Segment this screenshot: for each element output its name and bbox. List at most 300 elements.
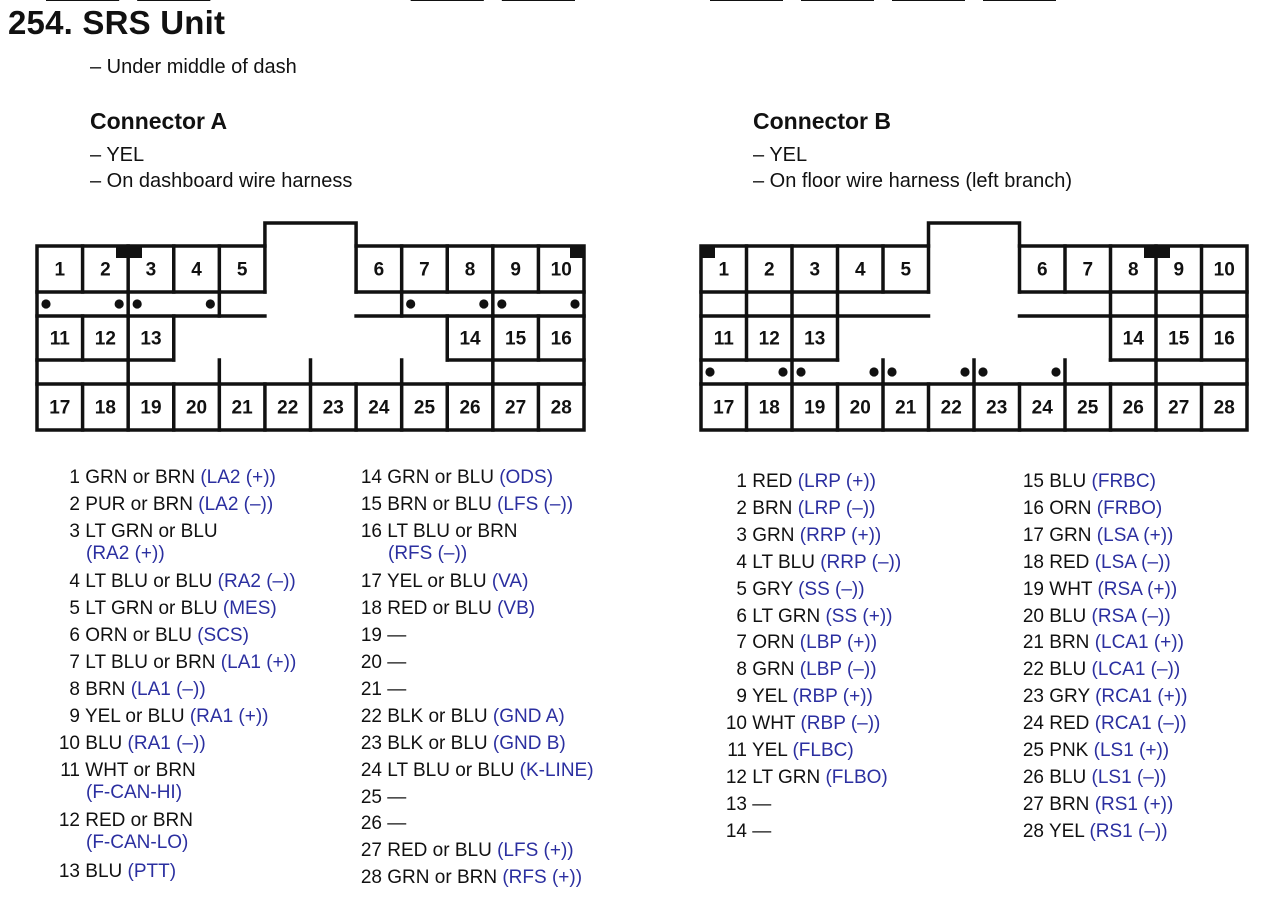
pin-number: 22 bbox=[1022, 659, 1044, 681]
pin-entry-21 bbox=[330, 679, 406, 701]
wire-color: LT BLU or BLU bbox=[387, 759, 515, 781]
connector-a-pin-20-label: 20 bbox=[185, 397, 208, 419]
wire-color: BRN bbox=[1049, 632, 1090, 654]
signal-name: (LRP (–)) bbox=[797, 497, 876, 519]
pin-entry-11 bbox=[705, 740, 854, 762]
signal-name: (RA2 (–)) bbox=[217, 571, 296, 593]
pin-number: 13 bbox=[58, 860, 80, 882]
pin-number: 3 bbox=[736, 524, 747, 546]
signal-name: (ODS) bbox=[499, 467, 554, 488]
pin-number: 28 bbox=[1022, 820, 1044, 842]
pin-number: 4 bbox=[736, 551, 747, 573]
wire-color: BLU bbox=[1049, 766, 1087, 788]
pin-entry-5 bbox=[40, 598, 277, 620]
pin-entry-4 bbox=[40, 571, 296, 593]
connector-a-color: – YEL bbox=[90, 144, 145, 166]
connector-b-pin-22-label: 22 bbox=[940, 397, 962, 419]
pin-entry-1 bbox=[705, 471, 876, 493]
pin-number: 25 bbox=[360, 786, 382, 808]
signal-name: (LA2 (–)) bbox=[198, 493, 274, 515]
connector-a-key-2 bbox=[570, 246, 584, 258]
connector-a-pin-14-label: 14 bbox=[459, 328, 481, 350]
pin-number: 24 bbox=[360, 759, 382, 781]
pin-entry-7 bbox=[705, 632, 877, 654]
pin-entry-27 bbox=[330, 840, 574, 862]
wire-color: LT BLU or BRN bbox=[85, 652, 216, 673]
wire-color: LT BLU bbox=[752, 551, 815, 573]
connector-b-pin-7-label: 7 bbox=[1082, 259, 1094, 281]
pin-entry-2 bbox=[705, 498, 875, 520]
pin-number: 21 bbox=[360, 678, 382, 700]
signal-name: (RA1 (–)) bbox=[127, 732, 206, 754]
pin-entry-23 bbox=[1000, 686, 1187, 708]
wire-color: RED bbox=[752, 471, 793, 492]
connector-b-pin-10-label: 10 bbox=[1213, 259, 1235, 281]
wire-color: BRN bbox=[85, 678, 126, 700]
wire-color: — bbox=[752, 820, 772, 842]
connector-a-pin-6-label: 6 bbox=[373, 259, 385, 281]
connector-a-pin-19-label: 19 bbox=[140, 397, 162, 419]
wire-color: GRN or BLU bbox=[387, 467, 494, 488]
signal-name: (VA) bbox=[491, 571, 529, 593]
connector-b-pin-17-label: 17 bbox=[713, 397, 735, 419]
signal-name: (GND B) bbox=[492, 732, 566, 754]
signal-name: (RA2 (+)) bbox=[86, 542, 165, 564]
pin-entry-11 bbox=[40, 760, 196, 804]
connector-b-pin-20-label: 20 bbox=[849, 397, 871, 419]
wire-color: — bbox=[387, 678, 407, 700]
pin-number: 18 bbox=[1022, 551, 1044, 573]
connector-a-heading: Connector A bbox=[90, 108, 228, 134]
connector-b-pin-11-label: 11 bbox=[713, 328, 734, 350]
signal-name: (RS1 (–)) bbox=[1089, 820, 1168, 842]
connector-b-pin-12-label: 12 bbox=[758, 328, 780, 350]
wire-color: RED or BRN bbox=[85, 810, 193, 832]
wire-color: BLU bbox=[1049, 659, 1087, 681]
wire-color: LT GRN or BLU bbox=[85, 598, 218, 620]
pin-number: 26 bbox=[1022, 766, 1044, 788]
connector-a-shorting-bar-upper-1-end-left bbox=[41, 299, 50, 308]
wire-color: — bbox=[387, 813, 407, 835]
connector-b-shorting-bar-lower-3-end-left bbox=[887, 367, 896, 376]
wire-color: GRN bbox=[752, 524, 795, 546]
signal-name: (LFS (–)) bbox=[497, 493, 574, 515]
signal-name: (RSA (+)) bbox=[1097, 578, 1178, 600]
pin-number: 2 bbox=[736, 497, 747, 519]
pin-number: 21 bbox=[1022, 632, 1044, 654]
connector-a-shorting-bar-upper-4-end-left bbox=[497, 299, 506, 308]
pin-number: 20 bbox=[1022, 605, 1044, 627]
pin-number: 5 bbox=[69, 598, 80, 620]
connector-a-pin-21-label: 21 bbox=[231, 397, 253, 419]
signal-name: (LA1 (–)) bbox=[130, 678, 206, 700]
signal-name: (RBP (+)) bbox=[792, 686, 873, 708]
wire-color: GRN bbox=[1049, 524, 1092, 546]
signal-name: (LCA1 (+)) bbox=[1094, 632, 1184, 654]
pin-entry-20 bbox=[330, 652, 406, 674]
connector-b-pin-9-label: 9 bbox=[1173, 259, 1185, 281]
signal-name: (F-CAN-HI) bbox=[86, 781, 183, 803]
connector-a-shorting-bar-upper-3-end-right bbox=[479, 299, 488, 308]
connector-a-pin-15-label: 15 bbox=[505, 328, 527, 350]
pin-number: 16 bbox=[1022, 497, 1044, 519]
signal-name: (RSA (–)) bbox=[1091, 605, 1171, 627]
connector-b-pin-25-label: 25 bbox=[1077, 397, 1099, 419]
wire-color: YEL or BLU bbox=[84, 705, 185, 727]
pin-number: 27 bbox=[1022, 793, 1044, 815]
pin-entry-20 bbox=[1000, 606, 1171, 628]
wire-color: ORN bbox=[1049, 497, 1092, 519]
page-title: 254. SRS Unit bbox=[8, 4, 226, 41]
pin-number: 1 bbox=[69, 467, 80, 488]
wire-color: PUR or BRN bbox=[85, 493, 193, 515]
pin-entry-1 bbox=[40, 467, 276, 489]
signal-name: (RCA1 (–)) bbox=[1094, 713, 1187, 735]
pin-number: 3 bbox=[69, 520, 80, 542]
signal-name: (RRP (–)) bbox=[820, 551, 902, 573]
pin-number: 11 bbox=[60, 759, 80, 781]
connector-b-pin-24-label: 24 bbox=[1031, 397, 1053, 419]
pin-entry-28 bbox=[330, 867, 582, 889]
pin-number: 24 bbox=[1022, 713, 1044, 735]
pin-number: 27 bbox=[360, 840, 382, 862]
pin-entry-25 bbox=[330, 787, 406, 809]
pin-number: 5 bbox=[736, 578, 747, 600]
pin-entry-22 bbox=[330, 706, 565, 728]
signal-name: (SCS) bbox=[197, 625, 249, 647]
pin-entry-10 bbox=[40, 733, 206, 755]
signal-name: (RFS (–)) bbox=[388, 542, 468, 564]
pin-number: 20 bbox=[360, 652, 382, 673]
pin-entry-18 bbox=[1000, 552, 1171, 574]
signal-name: (K-LINE) bbox=[519, 759, 594, 781]
wire-color: YEL or BLU bbox=[386, 571, 487, 593]
wire-color: BLU bbox=[85, 732, 123, 754]
signal-name: (SS (+)) bbox=[825, 605, 893, 627]
wire-color: YEL bbox=[751, 686, 788, 708]
connector-b-shorting-bar-lower-2-end-right bbox=[869, 367, 878, 376]
connector-b-pin-1-label: 1 bbox=[718, 259, 730, 281]
pin-entry-5 bbox=[705, 579, 865, 601]
pin-number: 2 bbox=[69, 493, 80, 515]
wire-color: BLU bbox=[85, 860, 123, 882]
pin-entry-8 bbox=[40, 679, 206, 701]
wire-color: LT GRN or BLU bbox=[85, 520, 218, 542]
wire-color: — bbox=[387, 652, 407, 673]
pin-entry-16 bbox=[330, 521, 518, 565]
pin-number: 4 bbox=[69, 571, 80, 593]
signal-name: (LRP (+)) bbox=[797, 471, 876, 492]
signal-name: (F-CAN-LO) bbox=[86, 832, 189, 854]
pin-entry-26 bbox=[330, 813, 406, 835]
connector-b-pin-3-label: 3 bbox=[809, 259, 821, 281]
connector-b-shorting-bar-lower-4-end-right bbox=[1051, 367, 1060, 376]
signal-name: (LBP (+)) bbox=[799, 632, 878, 654]
connector-b-heading: Connector B bbox=[753, 108, 891, 134]
signal-name: (LSA (–)) bbox=[1094, 551, 1171, 573]
wire-color: LT BLU or BRN bbox=[387, 520, 518, 542]
pin-entry-24 bbox=[1000, 713, 1187, 735]
pin-number: 17 bbox=[360, 571, 382, 593]
pin-entry-21 bbox=[1000, 632, 1184, 654]
pin-entry-16 bbox=[1000, 498, 1162, 520]
pin-number: 25 bbox=[1022, 740, 1044, 761]
wire-color: GRN bbox=[752, 659, 795, 681]
pin-number: 18 bbox=[360, 598, 382, 620]
pin-number: 14 bbox=[360, 467, 382, 488]
wire-color: WHT or BRN bbox=[85, 759, 196, 781]
connector-b-pin-27-label: 27 bbox=[1168, 397, 1190, 419]
wire-color: BRN bbox=[752, 497, 793, 519]
wire-color: BRN or BLU bbox=[387, 493, 492, 515]
connector-b-pin-4-label: 4 bbox=[854, 259, 866, 281]
pin-entry-12 bbox=[705, 767, 888, 789]
wire-color: PNK bbox=[1049, 740, 1089, 761]
connector-a-pin-16-label: 16 bbox=[550, 328, 572, 350]
connector-a-face bbox=[37, 0, 584, 430]
wire-color: LT GRN bbox=[752, 605, 821, 627]
connector-b-pin-13-label: 13 bbox=[804, 328, 826, 350]
connector-b-face bbox=[701, 0, 1247, 430]
connector-a-pin-23-label: 23 bbox=[322, 397, 344, 419]
wire-color: GRN or BRN bbox=[85, 467, 196, 488]
wire-color: ORN bbox=[752, 632, 795, 654]
connector-a-pin-13-label: 13 bbox=[140, 328, 162, 350]
pin-number: 15 bbox=[1022, 471, 1044, 492]
signal-name: (PTT) bbox=[127, 860, 177, 882]
signal-name: (MES) bbox=[222, 598, 277, 620]
connector-a-pin-26-label: 26 bbox=[459, 397, 481, 419]
pin-entry-19 bbox=[330, 625, 406, 647]
connector-b-pin-19-label: 19 bbox=[804, 397, 826, 419]
wire-color: LT BLU or BLU bbox=[85, 571, 213, 593]
pin-entry-14 bbox=[330, 467, 553, 489]
connector-b-key-1 bbox=[701, 246, 715, 258]
signal-name: (LS1 (+)) bbox=[1093, 740, 1170, 761]
pin-number: 10 bbox=[58, 732, 80, 754]
signal-name: (RCA1 (+)) bbox=[1095, 686, 1188, 708]
wire-color: BLK or BLU bbox=[387, 732, 488, 754]
connector-b-pin-14-label: 14 bbox=[1122, 328, 1144, 350]
pin-number: 19 bbox=[360, 625, 382, 647]
pin-entry-10 bbox=[705, 713, 880, 735]
connector-a-pin-8-label: 8 bbox=[464, 259, 476, 281]
signal-name: (RBP (–)) bbox=[800, 713, 881, 735]
connector-b-shorting-bar-lower-4-end-left bbox=[978, 367, 987, 376]
connector-b-pin-18-label: 18 bbox=[758, 397, 780, 419]
connector-a-pin-17-label: 17 bbox=[49, 397, 71, 419]
wire-color: YEL bbox=[751, 740, 788, 761]
signal-name: (LA1 (+)) bbox=[220, 652, 297, 673]
pin-number: 15 bbox=[360, 493, 382, 515]
signal-name: (FLBO) bbox=[825, 766, 888, 788]
pin-entry-17 bbox=[330, 571, 528, 593]
connector-a-shorting-bar-upper-2-end-left bbox=[133, 299, 142, 308]
pin-entry-18 bbox=[330, 598, 535, 620]
connector-a-pin-9-label: 9 bbox=[510, 259, 521, 281]
signal-name: (FRBC) bbox=[1091, 471, 1156, 492]
connector-b-pin-21-label: 21 bbox=[895, 397, 917, 419]
connector-a-pin-24-label: 24 bbox=[368, 397, 390, 419]
signal-name: (LCA1 (–)) bbox=[1091, 659, 1181, 681]
pin-entry-2 bbox=[40, 494, 273, 516]
pin-entry-19 bbox=[1000, 579, 1177, 601]
wire-color: BRN bbox=[1049, 793, 1090, 815]
pin-entry-7 bbox=[40, 652, 296, 674]
connector-a-pin-12-label: 12 bbox=[94, 328, 116, 350]
connector-b-location: – On floor wire harness (left branch) bbox=[753, 170, 1073, 192]
connector-b-pin-5-label: 5 bbox=[900, 259, 912, 281]
pin-number: 8 bbox=[69, 678, 80, 700]
pin-number: 11 bbox=[727, 740, 747, 761]
connector-a-pin-4-label: 4 bbox=[191, 259, 202, 281]
connector-b-pin-8-label: 8 bbox=[1127, 259, 1139, 281]
signal-name: (LSA (+)) bbox=[1096, 524, 1174, 546]
connector-a-pin-18-label: 18 bbox=[94, 397, 116, 419]
connector-a-pin-10-label: 10 bbox=[550, 259, 572, 281]
pin-number: 12 bbox=[725, 766, 747, 788]
connector-a-pin-3-label: 3 bbox=[145, 259, 157, 281]
signal-name: (VB) bbox=[497, 598, 536, 620]
pin-number: 16 bbox=[360, 520, 382, 542]
wire-color: GRN or BRN bbox=[387, 867, 498, 889]
wire-color: WHT bbox=[752, 713, 796, 735]
pin-entry-14 bbox=[705, 821, 771, 843]
pin-entry-9 bbox=[40, 706, 269, 728]
signal-name: (LBP (–)) bbox=[799, 659, 877, 681]
connector-a-shorting-bar-upper-3-end-left bbox=[406, 299, 415, 308]
connector-a-pin-1-label: 1 bbox=[54, 259, 66, 281]
connector-a-pin-27-label: 27 bbox=[505, 397, 527, 419]
pin-number: 13 bbox=[725, 793, 747, 815]
pin-entry-15 bbox=[1000, 471, 1156, 493]
signal-name: (SS (–)) bbox=[798, 578, 865, 600]
pin-entry-3 bbox=[705, 525, 881, 547]
pin-entry-23 bbox=[330, 733, 566, 755]
pin-number: 12 bbox=[58, 810, 80, 832]
page-subtitle: – Under middle of dash bbox=[90, 56, 297, 78]
signal-name: (GND A) bbox=[492, 705, 565, 727]
pin-number: 17 bbox=[1022, 524, 1044, 546]
wire-color: — bbox=[387, 786, 407, 808]
connector-b-pin-23-label: 23 bbox=[986, 397, 1008, 419]
signal-name: (LS1 (–)) bbox=[1091, 766, 1167, 788]
connector-b-shorting-bar-lower-2-end-left bbox=[796, 367, 805, 376]
pin-number: 10 bbox=[725, 713, 747, 735]
signal-name: (RS1 (+)) bbox=[1094, 793, 1174, 815]
pin-entry-6 bbox=[705, 606, 893, 628]
pin-number: 23 bbox=[360, 732, 382, 754]
pin-number: 23 bbox=[1022, 686, 1044, 708]
connector-b-pin-16-label: 16 bbox=[1213, 328, 1235, 350]
pin-number: 1 bbox=[736, 471, 747, 492]
signal-name: (FRBO) bbox=[1096, 497, 1163, 519]
wire-color: BLU bbox=[1049, 605, 1087, 627]
pin-number: 28 bbox=[360, 867, 382, 889]
signal-name: (RRP (+)) bbox=[799, 524, 882, 546]
pin-entry-8 bbox=[705, 659, 877, 681]
connector-a-pin-2-label: 2 bbox=[100, 259, 111, 281]
connector-a-pin-25-label: 25 bbox=[413, 397, 436, 419]
wire-color: LT GRN bbox=[752, 766, 821, 788]
wire-color: RED bbox=[1049, 551, 1090, 573]
pin-entry-12 bbox=[40, 810, 193, 854]
connector-b-pin-26-label: 26 bbox=[1122, 397, 1144, 419]
signal-name: (LA2 (+)) bbox=[200, 467, 276, 488]
connector-a-pin-5-label: 5 bbox=[236, 259, 248, 281]
pin-number: 8 bbox=[736, 659, 747, 681]
wire-color: BLU bbox=[1049, 471, 1087, 492]
signal-name: (RA1 (+)) bbox=[189, 705, 269, 727]
pin-entry-4 bbox=[705, 552, 901, 574]
pin-number: 19 bbox=[1022, 578, 1044, 600]
wire-color: RED bbox=[1049, 713, 1090, 735]
pin-entry-13 bbox=[705, 794, 771, 816]
wire-color: — bbox=[752, 793, 772, 815]
connector-a-pin-28-label: 28 bbox=[550, 397, 572, 419]
pin-number: 7 bbox=[736, 632, 747, 654]
connector-a-pin-22-label: 22 bbox=[277, 397, 299, 419]
wire-color: BLK or BLU bbox=[387, 705, 488, 727]
pin-number: 9 bbox=[736, 686, 747, 708]
wire-color: RED or BLU bbox=[387, 840, 492, 862]
connector-a-pin-11-label: 11 bbox=[49, 328, 70, 350]
connector-b-shorting-bar-lower-3-end-right bbox=[960, 367, 969, 376]
connector-b-pin-2-label: 2 bbox=[763, 259, 775, 281]
connector-b-pin-28-label: 28 bbox=[1213, 397, 1235, 419]
wire-color: GRY bbox=[1049, 686, 1090, 708]
pin-number: 22 bbox=[360, 705, 382, 727]
wire-color: YEL bbox=[1048, 820, 1085, 842]
connector-b-key-2 bbox=[1144, 246, 1170, 258]
signal-name: (LFS (+)) bbox=[497, 840, 574, 862]
pin-entry-26 bbox=[1000, 767, 1167, 789]
pin-entry-13 bbox=[40, 861, 176, 883]
pin-number: 6 bbox=[736, 605, 747, 627]
wire-color: — bbox=[387, 625, 407, 647]
pin-number: 7 bbox=[69, 652, 80, 673]
pin-number: 26 bbox=[360, 813, 382, 835]
connector-a-shorting-bar-upper-2-end-right bbox=[206, 299, 215, 308]
pin-entry-24 bbox=[330, 760, 594, 782]
pin-entry-25 bbox=[1000, 740, 1169, 762]
connector-b-pin-15-label: 15 bbox=[1168, 328, 1190, 350]
connector-a-location: – On dashboard wire harness bbox=[90, 170, 353, 192]
pin-number: 14 bbox=[725, 820, 747, 842]
wire-color: ORN or BLU bbox=[85, 625, 192, 647]
connector-b-color: – YEL bbox=[753, 144, 808, 166]
connector-b-pin-6-label: 6 bbox=[1036, 259, 1048, 281]
wire-color: GRY bbox=[752, 578, 793, 600]
connector-a-pin-7-label: 7 bbox=[419, 259, 430, 281]
pin-entry-15 bbox=[330, 494, 573, 516]
connector-a-shorting-bar-upper-1-end-right bbox=[115, 299, 124, 308]
pin-entry-17 bbox=[1000, 525, 1173, 547]
wire-color: RED or BLU bbox=[387, 598, 492, 620]
wire-color: WHT bbox=[1049, 578, 1093, 600]
pin-number: 6 bbox=[69, 625, 80, 647]
connector-a-shorting-bar-upper-4-end-right bbox=[570, 299, 579, 308]
connector-a-key-1 bbox=[116, 246, 142, 258]
connector-b-shorting-bar-lower-1-end-left bbox=[705, 367, 714, 376]
pin-entry-28 bbox=[1000, 821, 1168, 843]
pin-entry-27 bbox=[1000, 794, 1173, 816]
pin-entry-9 bbox=[705, 686, 873, 708]
pin-number: 9 bbox=[69, 705, 80, 727]
connector-b-shorting-bar-lower-1-end-right bbox=[778, 367, 787, 376]
signal-name: (FLBC) bbox=[792, 740, 854, 761]
pin-entry-3 bbox=[40, 521, 218, 565]
